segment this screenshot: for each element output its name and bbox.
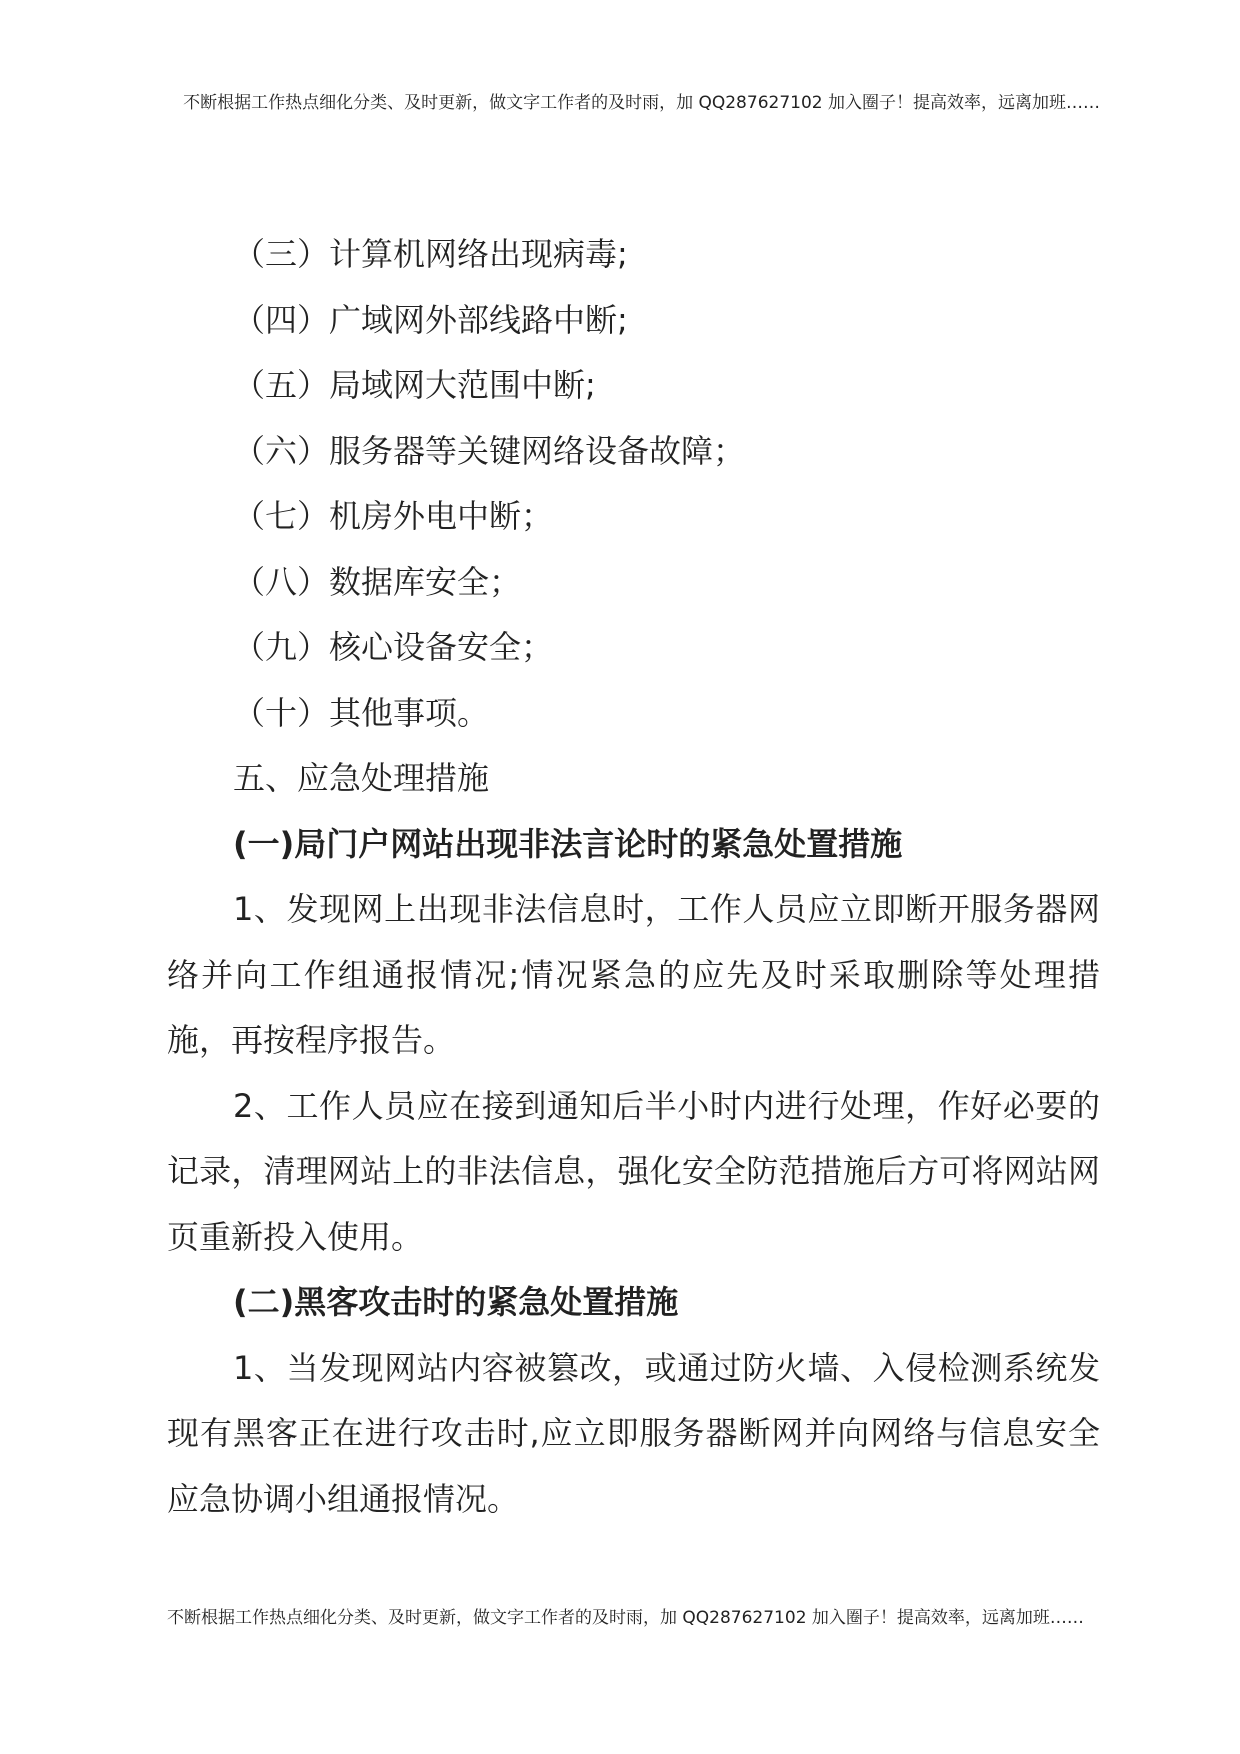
section-heading: 五、应急处理措施 [233, 759, 490, 797]
list-item: （九）核心设备安全； [233, 628, 554, 666]
list-item: （四）广域网外部线路中断; [233, 300, 628, 339]
list-item: （三）计算机网络出现病毒; [233, 235, 628, 273]
subsection-heading-1: (一)局门户网站出现非法言论时的紧急处置措施 [233, 824, 903, 863]
list-item: （十）其他事项。 [233, 693, 490, 732]
list-item: （八）数据库安全； [233, 562, 522, 601]
subsection-heading-2: (二)黑客攻击时的紧急处置措施 [233, 1283, 679, 1321]
paragraph-1-1: 1、发现网上出现非法信息时，工作人员应立即断开服务器网络并向工作组通报情况;情况紧急的应先及时采取删除等处理措施，再按程序报告。 [167, 890, 1100, 1059]
document-body [167, 222, 1100, 1532]
paragraph-2-1: 1、当发现网站内容被篡改，或通过防火墙、入侵检测系统发现有黑客正在进行攻击时,应立即服务器断网并向网络与信息安全应急协调小组通报情况。 [167, 1348, 1100, 1518]
footer-note: 不断根据工作热点细化分类、及时更新，做文字工作者的及时雨，加 QQ287627102 加入圈子！提高效率，远离加班…… [167, 1608, 1084, 1628]
list-item: （七）机房外电中断； [233, 497, 554, 535]
list-item: （六）服务器等关键网络设备故障； [233, 431, 746, 470]
header-note: 不断根据工作热点细化分类、及时更新，做文字工作者的及时雨，加 QQ287627102 加入圈子！提高效率，远离加班…… [183, 93, 1100, 113]
paragraph-1-2: 2、工作人员应在接到通知后半小时内进行处理，作好必要的记录，清理网站上的非法信息，强化安全防范措施后方可将网站网页重新投入使用。 [167, 1086, 1100, 1256]
list-item: （五）局域网大范围中断; [233, 366, 596, 404]
